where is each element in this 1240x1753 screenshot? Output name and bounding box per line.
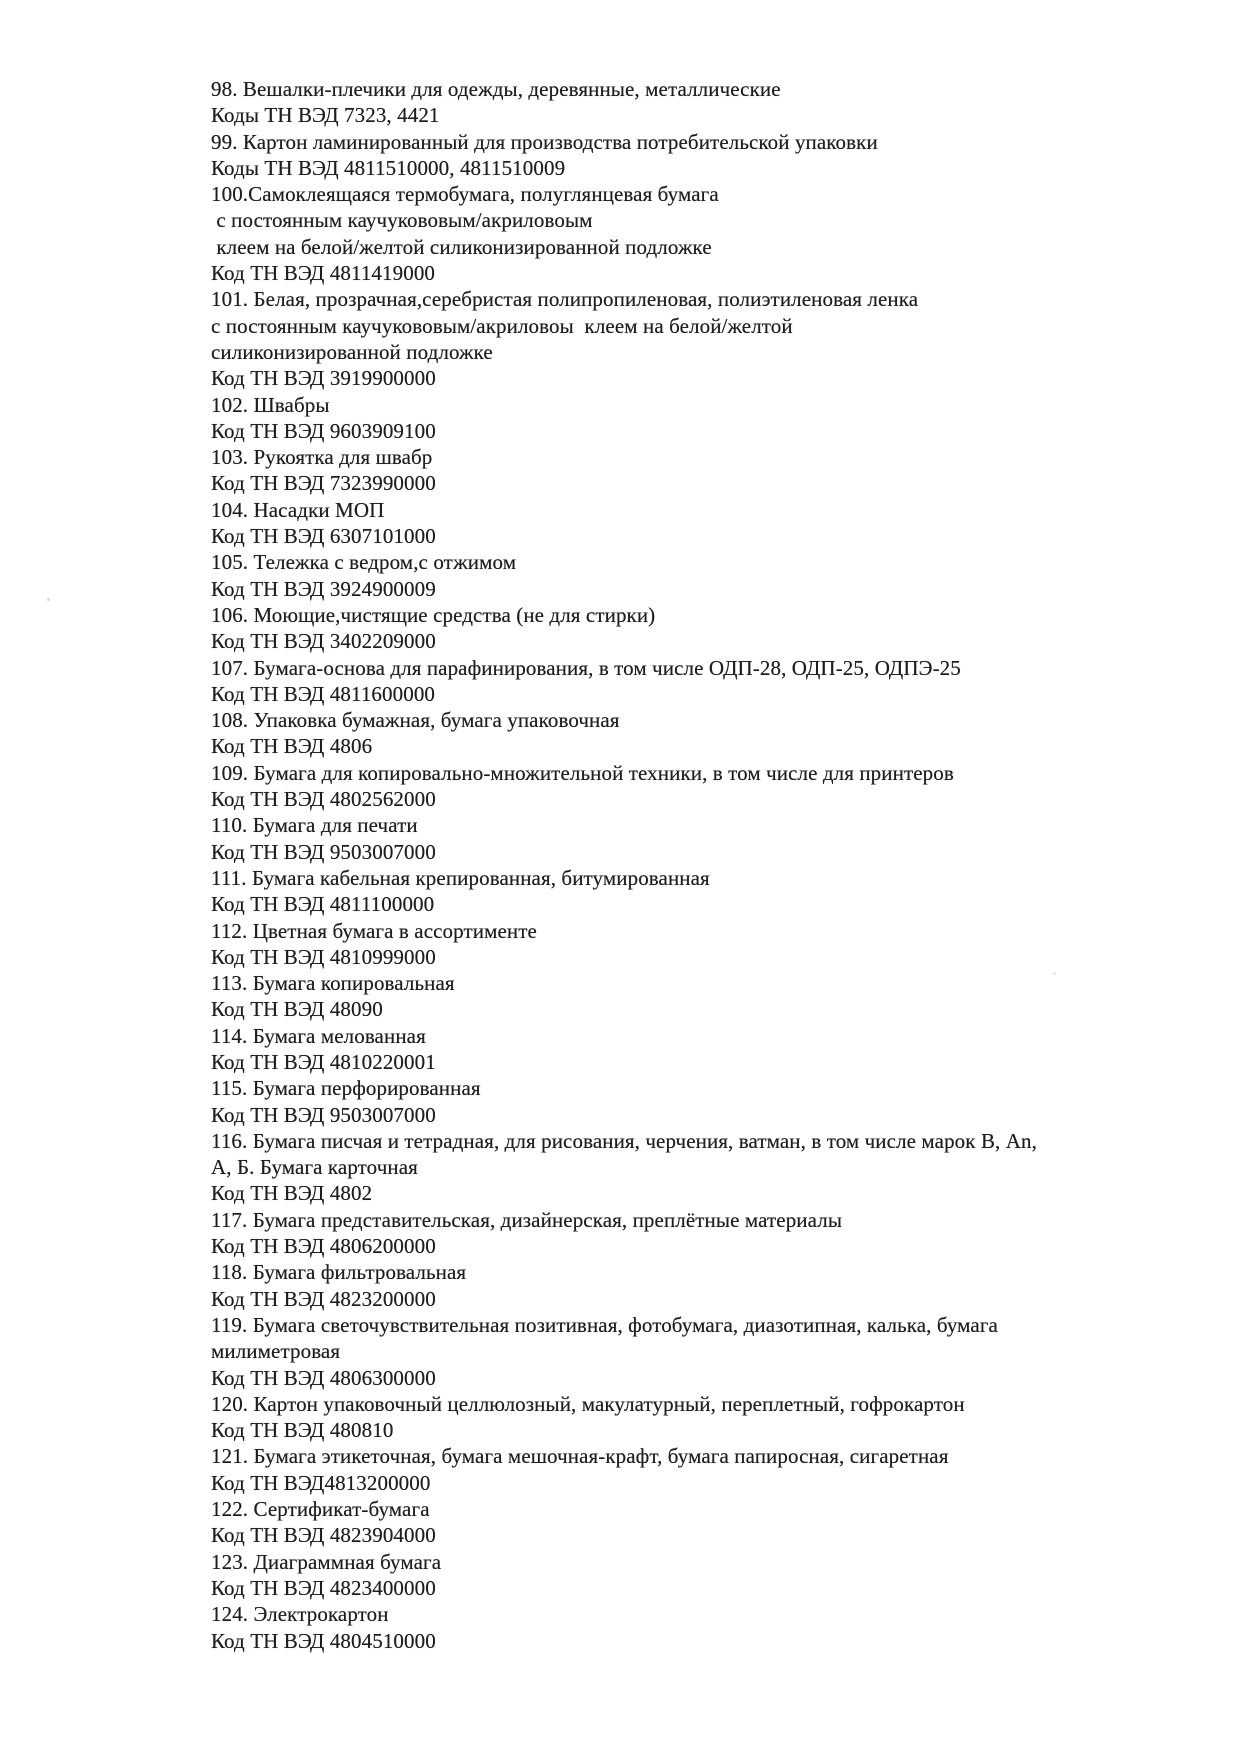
document-line: Код ТН ВЭД 4823904000 [211, 1523, 436, 1548]
document-line: Код ТН ВЭД 4804510000 [211, 1628, 436, 1653]
document-line: 108. Упаковка бумажная, бумага упаковочная [211, 708, 620, 733]
document-line: 111. Бумага кабельная крепированная, битумированная [211, 865, 710, 890]
document-line: Код ТН ВЭД 3919900000 [211, 366, 436, 391]
document-line: Код ТН ВЭД 4802 [211, 1181, 373, 1206]
document-line: Код ТН ВЭД 4811600000 [211, 681, 436, 706]
document-line: 114. Бумага мелованная [211, 1023, 426, 1048]
document-line: Код ТН ВЭД 3402209000 [211, 629, 436, 654]
document-line: с постоянным каучукововым/акриловоым [211, 208, 593, 233]
document-line: Код ТН ВЭД 48090 [211, 997, 383, 1022]
document-line: 98. Вешалки-плечики для одежды, деревянные, металлические [211, 77, 781, 101]
document-line: Код ТН ВЭД 6307101000 [211, 524, 436, 549]
document-line: 118. Бумага фильтровальная [211, 1260, 467, 1285]
document-line: Код ТН ВЭД 4802562000 [211, 787, 436, 812]
document-line: 107. Бумага-основа для парафинирования, в том числе ОДП-28, ОДП-25, ОДПЭ-25 [211, 655, 961, 680]
scan-speck [47, 598, 50, 601]
document-line: Код ТН ВЭД 3924900009 [211, 576, 436, 601]
document-line: 110. Бумага для печати [211, 813, 418, 838]
document-line: 115. Бумага перфорированная [211, 1076, 481, 1101]
document-line: Код ТН ВЭД4813200000 [211, 1470, 431, 1495]
document-line: Код ТН ВЭД 4810999000 [211, 944, 436, 969]
document-line: Код ТН ВЭД 4806 [211, 734, 373, 759]
document-line: 120. Картон упаковочный целлюлозный, макулатурный, переплетный, гофрокартон [211, 1391, 965, 1416]
document-line: 124. Электрокартон [211, 1602, 389, 1627]
document-line: Код ТН ВЭД 4811419000 [211, 261, 436, 286]
document-line: 113. Бумага копировальная [211, 971, 455, 996]
document-line: 99. Картон ламинированный для производства потребительской упаковки [211, 129, 878, 154]
document-line: силиконизированной подложке [211, 339, 493, 364]
document-line: 102. Швабры [211, 392, 330, 417]
document-line: Код ТН ВЭД 4806200000 [211, 1234, 436, 1259]
document-line: с постоянным каучукововым/акриловоы клеем на белой/желтой [211, 313, 793, 338]
document-line: 112. Цветная бумага в ассортименте [211, 918, 537, 943]
document-line: 122. Сертификат-бумага [211, 1497, 430, 1522]
document-line: Код ТН ВЭД 4806300000 [211, 1365, 436, 1390]
scan-speck [1053, 972, 1056, 975]
document-line: А, Б. Бумага карточная [211, 1155, 418, 1180]
document-line: 123. Диаграммная бумага [211, 1549, 442, 1574]
document-line: милиметровая [211, 1339, 341, 1364]
document-line: 116. Бумага писчая и тетрадная, для рисования, черчения, ватман, в том числе марок В, Аn, [211, 1128, 1037, 1153]
document-line: 109. Бумага для копировально-множительной техники, в том числе для принтеров [211, 760, 954, 785]
document-line: 119. Бумага светочувствительная позитивная, фотобумага, диазотипная, калька, бумага [211, 1312, 998, 1337]
document-line: Код ТН ВЭД 480810 [211, 1418, 394, 1443]
document-line: Код ТН ВЭД 4811100000 [211, 892, 435, 917]
document-line: клеем на белой/желтой силиконизированной подложке [211, 234, 712, 259]
document-line: Код ТН ВЭД 4810220001 [211, 1049, 436, 1074]
document-line: 121. Бумага этикеточная, бумага мешочная-крафт, бумага папиросная, сигаретная [211, 1444, 949, 1469]
document-line: Код ТН ВЭД 4823200000 [211, 1286, 436, 1311]
document-line: Код ТН ВЭД 9603909100 [211, 418, 436, 443]
document-line: 106. Моющие,чистящие средства (не для стирки) [211, 602, 656, 627]
document-line: 100.Самоклеящаяся термобумага, полуглянцевая бумага [211, 182, 719, 207]
document-line: 101. Белая, прозрачная,серебристая полипропиленовая, полиэтиленовая ленка [211, 287, 919, 312]
document-line: Код ТН ВЭД 7323990000 [211, 471, 436, 496]
document-line: 104. Насадки МОП [211, 497, 385, 522]
document-line: Код ТН ВЭД 9503007000 [211, 839, 436, 864]
document-line: 103. Рукоятка для швабр [211, 445, 433, 470]
document-line: Коды ТН ВЭД 7323, 4421 [211, 103, 440, 128]
document-line: Коды ТН ВЭД 4811510000, 4811510009 [211, 155, 566, 180]
document-line: Код ТН ВЭД 4823400000 [211, 1575, 436, 1600]
document-line: 105. Тележка с ведром,с отжимом [211, 550, 517, 575]
text-block [211, 76, 1211, 1654]
document-line: Код ТН ВЭД 9503007000 [211, 1102, 436, 1127]
document-line: 117. Бумага представительская, дизайнерская, преплётные материалы [211, 1207, 843, 1232]
